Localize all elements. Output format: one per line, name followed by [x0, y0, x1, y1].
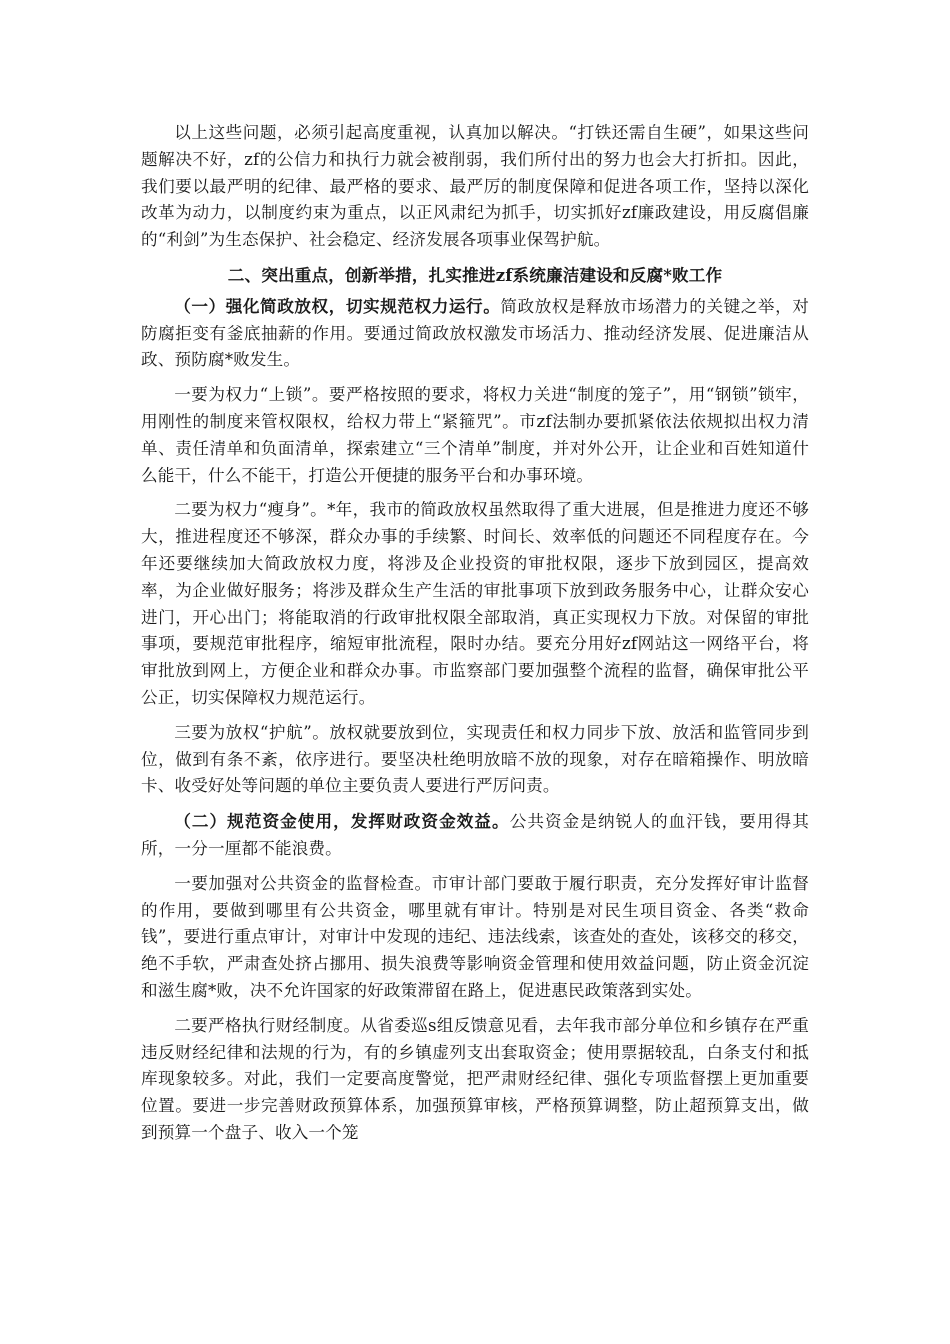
subsection-title: （一）强化简政放权，切实规范权力运行。 [174, 295, 501, 316]
subsection-title: （二）规范资金使用，发挥财政资金效益。 [174, 811, 510, 832]
paragraph: 三要为放权“护航”。放权就要放到位，实现责任和权力同步下放、放活和监管同步到位，做到有条不紊，依序进行。要坚决杜绝明放暗不放的现象，对存在暗箱操作、明放暗卡、收受好处等问题的单位主要负责人要进行严厉问责。 [141, 722, 809, 796]
paragraph [141, 293, 809, 374]
document-body [141, 120, 809, 1155]
paragraph: 一要为权力“上锁”。要严格按照的要求，将权力关进“制度的笼子”，用“钢锁”锁牢，用刚性的制度来管权限权，给权力带上“紧箍咒”。市zf法制办要抓紧依法依规拟出权力清单、责任清单和负面清单，探索建立“三个清单”制度，并对外公开，让企业和百姓知道什么能干，什么不能干，打造公开便捷的服务平台和办事环境。 [141, 385, 809, 485]
paragraph [141, 808, 809, 863]
paragraph: 以上这些问题，必须引起高度重视，认真加以解决。“打铁还需自生硬”，如果这些问题解决不好，zf的公信力和执行力就会被削弱，我们所付出的努力也会大打折扣。因此，我们要以最严明的纪律、最严格的要求、最严厉的制度保障和促进各项工作，坚持以深化改革为动力，以制度约束为重点，以正风肃纪为抓手，切实抓好zf廉政建设，用反腐倡廉的“利剑”为生态保护、社会稳定、经济发展各项事业保驾护航。 [141, 123, 809, 250]
section-heading: 二、突出重点，创新举措，扎实推进zf系统廉洁建设和反腐*败工作 [227, 264, 723, 285]
paragraph: 一要加强对公共资金的监督检查。市审计部门要敢于履行职责，充分发挥好审计监督的作用，要做到哪里有公共资金，哪里就有审计。特别是对民生项目资金、各类“救命钱”，要进行重点审计，对审计中发现的违纪、违法线索，该查处的查处，该移交的移交，绝不手软，严肃查处挤占挪用、损失浪费等影响资金管理和使用效益问题，防止资金沉淀和滋生腐*败，决不允许国家的好政策滞留在路上，促进惠民政策落到实处。 [141, 873, 809, 1000]
paragraph-text: 公共资金是纳锐人的血汗钱，要用得其所，一分一厘都不能浪费。 [141, 812, 809, 858]
paragraph: 二要为权力“瘦身”。*年，我市的简政放权虽然取得了重大进展，但是推进力度还不够大，推进程度还不够深，群众办事的手续繁、时间长、效率低的问题还不同程度存在。今年还要继续加大简政放权力度，将涉及企业投资的审批权限，逐步下放到园区，提高效率，为企业做好服务；将涉及群众生产生活的审批事项下放到政务服务中心，让群众安心进门，开心出门；将能取消的行政审批权限全部取消，真正实现权力下放。对保留的审批事项，要规范审批程序，缩短审批流程，限时办结。要充分用好zf网站这一网络平台，将审批放到网上，方便企业和群众办事。市监察部门要加强整个流程的监督，确保审批公平公正，切实保障权力规范运行。 [141, 500, 809, 707]
paragraph-text: 简政放权是释放市场潜力的关键之举，对防腐拒变有釜底抽薪的作用。要通过简政放权激发市场活力、推动经济发展、促进廉洁从政、预防腐*败发生。 [141, 296, 809, 370]
paragraph: 二要严格执行财经制度。从省委巡s组反馈意见看，去年我市部分单位和乡镇存在严重违反财经纪律和法规的行为，有的乡镇虚列支出套取资金；使用票据较乱，白条支付和抵库现象较多。对此，我们一定要高度警觉，把严肃财经纪律、强化专项监督摆上更加重要位置。要进一步完善财政预算体系，加强预算审核，严格预算调整，防止超预算支出，做到预算一个盘子、收入一个笼 [141, 1015, 809, 1142]
